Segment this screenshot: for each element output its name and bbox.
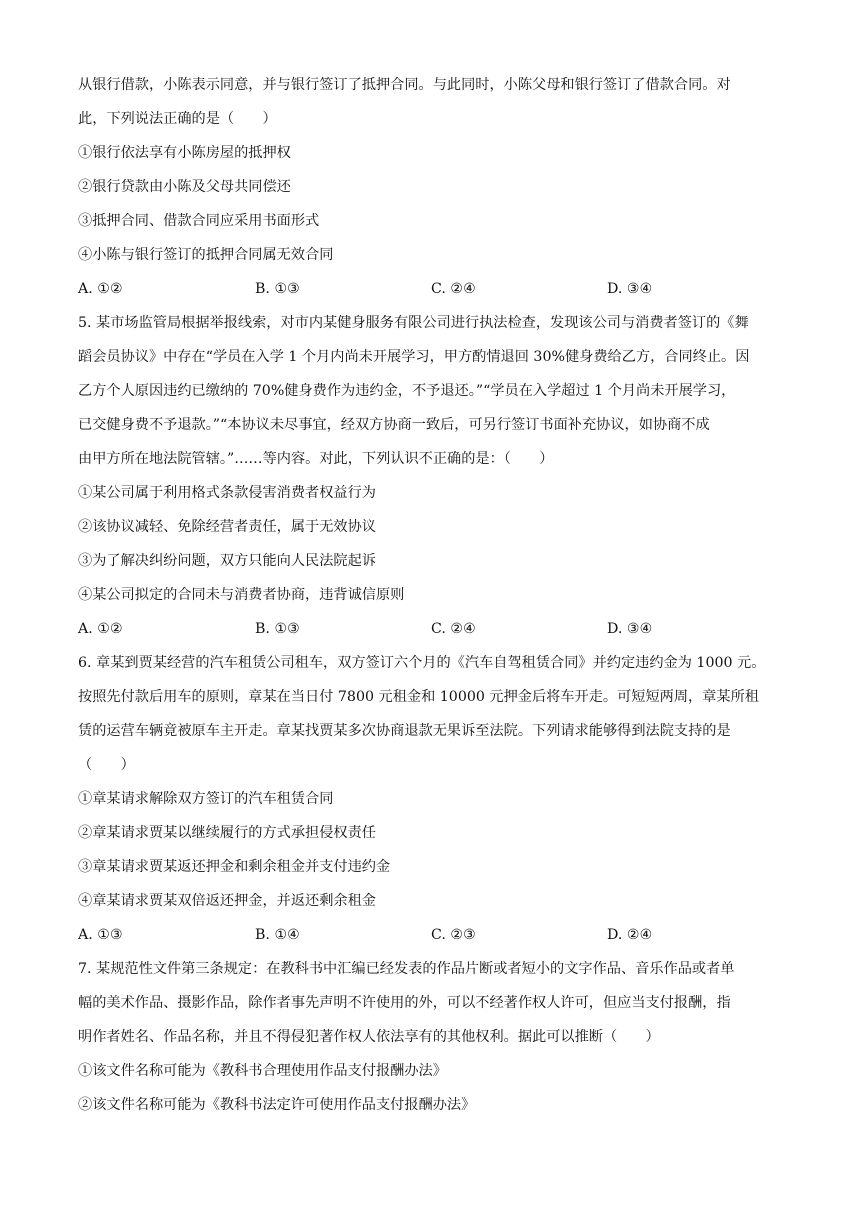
question-7 xyxy=(78,952,784,1122)
option-c[interactable]: C. ②④ xyxy=(431,281,476,297)
option-c[interactable]: C. ②③ xyxy=(431,927,476,943)
answer-options xyxy=(78,612,784,646)
question-stem-line: 6. 章某到贾某经营的汽车租赁公司租车，双方签订六个月的《汽车自驾租赁合同》并约定违约金为 1000 元。 xyxy=(78,655,766,671)
exam-page xyxy=(78,68,784,1122)
statement-1: ①该文件名称可能为《教科书合理使用作品支付报酬办法》 xyxy=(78,1063,447,1079)
answer-options xyxy=(78,918,784,952)
statement-2: ②该协议减轻、免除经营者责任，属于无效协议 xyxy=(78,519,376,535)
question-5 xyxy=(78,306,784,646)
option-b[interactable]: B. ①③ xyxy=(255,281,300,297)
option-c[interactable]: C. ②④ xyxy=(431,621,476,637)
statement-2: ②该文件名称可能为《教科书法定许可使用作品支付报酬办法》 xyxy=(78,1097,476,1113)
question-stem-line: 7. 某规范性文件第三条规定：在教科书中汇编已经发表的作品片断或者短小的文字作品、音乐作品或者单 xyxy=(78,961,735,977)
question-4 xyxy=(78,68,784,306)
option-a[interactable]: A. ①② xyxy=(78,621,123,637)
statement-3: ③章某请求贾某返还押金和剩余租金并支付违约金 xyxy=(78,859,391,875)
question-6 xyxy=(78,646,784,952)
question-stem-line: 赁的运营车辆竟被原车主开走。章某找贾某多次协商退款无果诉至法院。下列请求能够得到法院支持的是 xyxy=(78,723,731,739)
statement-2: ②章某请求贾某以继续履行的方式承担侵权责任 xyxy=(78,825,376,841)
question-stem-line: 5. 某市场监管局根据举报线索，对市内某健身服务有限公司进行执法检查，发现该公司与消费者签订的《舞 xyxy=(78,315,749,331)
option-d[interactable]: D. ②④ xyxy=(607,927,653,943)
statement-1: ①银行依法享有小陈房屋的抵押权 xyxy=(78,145,291,161)
question-stem-line: 由甲方所在地法院管辖。”……等内容。对此，下列认识不正确的是：（ ） xyxy=(78,451,554,467)
option-b[interactable]: B. ①④ xyxy=(255,927,300,943)
statement-2: ②银行贷款由小陈及父母共同偿还 xyxy=(78,179,291,195)
statement-3: ③为了解决纠纷问题，双方只能向人民法院起诉 xyxy=(78,553,376,569)
question-stem-line: 明作者姓名、作品名称，并且不得侵犯著作权人依法享有的其他权利。据此可以推断（ ） xyxy=(78,1029,660,1045)
option-a[interactable]: A. ①③ xyxy=(78,927,123,943)
statement-4: ④章某请求贾某双倍返还押金，并返还剩余租金 xyxy=(78,893,376,909)
question-stem-line: 乙方个人原因违约已缴纳的 70%健身费作为违约金，不予退还。”“学员在入学超过 1 个月尚未开展学习， xyxy=(78,383,736,399)
statement-4: ④某公司拟定的合同未与消费者协商，违背诚信原则 xyxy=(78,587,405,603)
question-stem-line: 从银行借款，小陈表示同意，并与银行签订了抵押合同。与此同时，小陈父母和银行签订了借款合同。对 xyxy=(78,77,731,93)
option-b[interactable]: B. ①③ xyxy=(255,621,300,637)
option-a[interactable]: A. ①② xyxy=(78,281,123,297)
statement-3: ③抵押合同、借款合同应采用书面形式 xyxy=(78,213,320,229)
answer-options xyxy=(78,272,784,306)
option-d[interactable]: D. ③④ xyxy=(607,281,653,297)
question-stem-line: （ ） xyxy=(78,757,135,773)
statement-1: ①某公司属于利用格式条款侵害消费者权益行为 xyxy=(78,485,376,501)
statement-4: ④小陈与银行签订的抵押合同属无效合同 xyxy=(78,247,334,263)
option-d[interactable]: D. ③④ xyxy=(607,621,653,637)
question-stem-line: 幅的美术作品、摄影作品，除作者事先声明不许使用的外，可以不经著作权人许可，但应当支付报酬，指 xyxy=(78,995,731,1011)
statement-1: ①章某请求解除双方签订的汽车租赁合同 xyxy=(78,791,334,807)
question-stem-line: 蹈会员协议》中存在“学员在入学 1 个月内尚未开展学习，甲方酌情退回 30%健身费给乙方，合同终止。因 xyxy=(78,349,750,365)
question-stem-line: 此，下列说法正确的是（ ） xyxy=(78,111,277,127)
question-stem-line: 按照先付款后用车的原则，章某在当日付 7800 元租金和 10000 元押金后将车开走。可短短两周，章某所租 xyxy=(78,689,759,705)
question-stem-line: 已交健身费不予退款。”“本协议未尽事宜，经双方协商一致后，可另行签订书面补充协议，如协商不成 xyxy=(78,417,710,433)
